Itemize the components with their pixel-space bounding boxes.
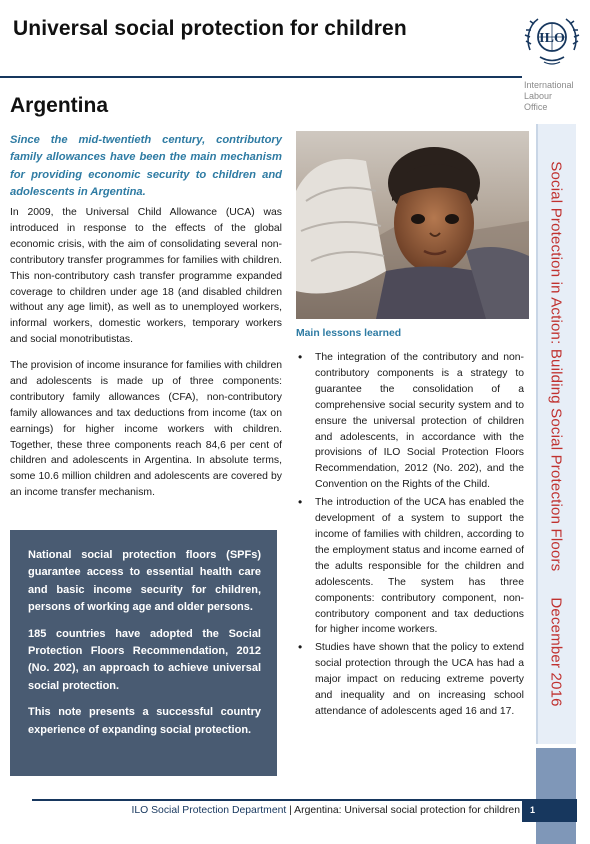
body-paragraph: In 2009, the Universal Child Allowance (UCA) was introduced in response to the effects of the global economic crisis, with the aim of consolidating several non-contributory transfer programmes for families with children. This non-contributory cash transfer programme expanded coverage to children under age 18 (and disabled children without any age limit), as well as to unemployed workers, informal workers, domestic workers, temporary workers and social monotributistas. xyxy=(10,207,282,346)
page-header xyxy=(0,0,590,80)
info-box-paragraph: 185 countries have adopted the Social Protection Floors Recommendation, 2012 (No. 202), an approach to achieve universal social protection. xyxy=(28,627,261,692)
child-photo xyxy=(296,131,529,319)
list-item: • The integration of the contributory and non-contributory components is a strategy to guarantee the consolidation of a comprehensive social security system and to ensure the universal protection of children and adolescents, in accordance with the provisions of ILO Social Protection Floors Recommendation, 2012 (No. 202), and the Convention on the Rights of the Child. xyxy=(296,350,524,493)
series-date: December 2016 xyxy=(547,597,565,707)
country-heading: Argentina xyxy=(10,94,109,117)
lessons-heading: Main lessons learned xyxy=(296,328,402,339)
footer-text xyxy=(131,805,520,816)
footer-divider xyxy=(32,799,577,801)
series-title xyxy=(548,161,565,706)
series-name: Social Protection in Action: Building Social Protection Floors xyxy=(547,161,565,572)
logo-text: ILO xyxy=(539,31,565,46)
list-item: • Studies have shown that the policy to extend social protection through the UCA has had a major impact on reducing extreme poverty and inequality and on increasing school attendance of adolescents aged 16 and 17. xyxy=(296,640,524,720)
footer-doc-title: Argentina: Universal social protection for children xyxy=(294,805,520,816)
footer-department: ILO Social Protection Department xyxy=(131,805,287,816)
header-divider xyxy=(0,76,522,78)
page-title: Universal social protection for children xyxy=(13,17,407,40)
lessons-list xyxy=(296,350,524,722)
list-item: • The introduction of the UCA has enabled the development of a system to support the income of families with children, according to the employment status and income earned of the adults responsible for the children and adolescents. The system has three components: contributory component, non-contributory component and tax deductions for higher income workers. xyxy=(296,495,524,638)
ilo-logo-icon xyxy=(522,10,582,70)
side-banner-lower xyxy=(536,748,576,844)
info-box-paragraph: This note presents a successful country experience of expanding social protection. xyxy=(28,706,261,736)
org-line: International xyxy=(524,80,574,90)
body-paragraph: The provision of income insurance for families with children and adolescents is made up of three components: contributory family allowances (CFA), non-contributory family allowances and tax deductions from income (tax on earnings) for higher income workers with children. Together, these three components reach 84,6 per cent of children and adolescents in Argentina. In absolute terms, some 10.6 million children and adolescents are covered by an income transfer mechanism. xyxy=(10,360,283,499)
org-line: Office xyxy=(524,102,548,112)
org-line: Labour xyxy=(524,91,553,101)
footer-separator: | xyxy=(286,805,295,816)
info-box xyxy=(10,530,277,776)
info-box-paragraph: National social protection floors (SPFs) guarantee access to essential health care and basic income security for children, persons of working age and older persons. xyxy=(28,549,261,614)
page-number: 1 xyxy=(522,800,577,822)
side-banner-edge xyxy=(536,124,538,744)
lead-paragraph: Since the mid-twentieth century, contributory family allowances have been the main mechanism for providing economic security to children and adolescents in Argentina. xyxy=(10,134,282,199)
organization-name xyxy=(524,80,574,113)
